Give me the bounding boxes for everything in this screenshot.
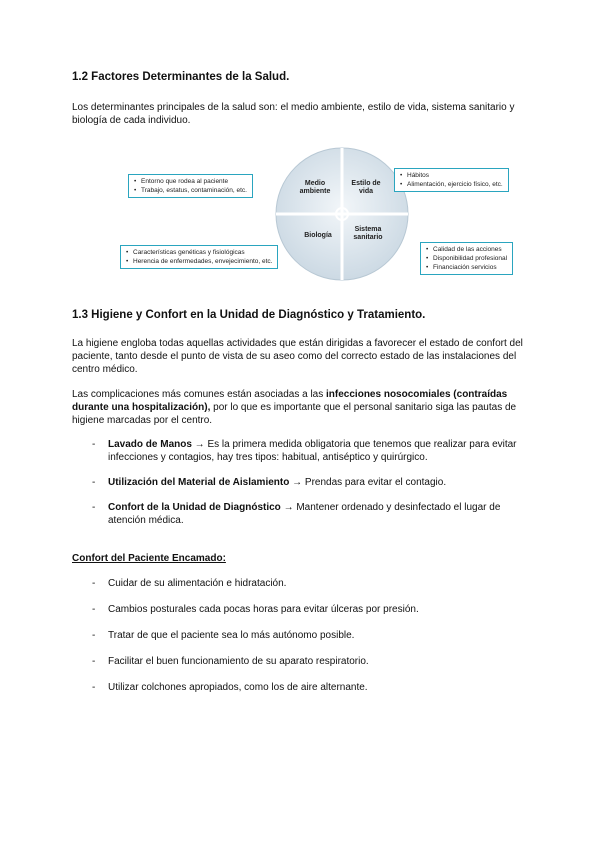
item-text: Utilizar colchones apropiados, como los de aire alternante. xyxy=(108,682,368,693)
box-item: • Financiación servicios xyxy=(426,263,507,272)
box-item: • Calidad de las acciones xyxy=(426,245,507,254)
section-1-3-p1: La higiene engloba todas aquellas actividades que están dirigidas a favorecer el estado de confort del paciente, tanto desde el punto de vista de su aseo como del correcto estado de las instalaciones del centro médico. xyxy=(72,338,523,375)
list-item xyxy=(92,438,522,464)
p2-post: por lo que es importante que el personal sanitario siga las pautas de higiene marcadas por el centro. xyxy=(72,402,517,426)
dash: - xyxy=(92,656,96,667)
confort-list xyxy=(92,577,522,694)
p2-pre: Las complicaciones más comunes están asociadas a las xyxy=(72,389,327,400)
confort-title: Confort del Paciente Encamado: xyxy=(72,553,226,564)
dash: - xyxy=(92,502,96,513)
dash: - xyxy=(92,578,96,589)
box-medio-ambiente xyxy=(128,174,253,198)
segment-medio-ambiente: Medio ambiente xyxy=(299,180,331,195)
section-1-3-p2 xyxy=(72,388,527,427)
section-1-2-title: 1.2 Factores Determinantes de la Salud. xyxy=(72,71,290,83)
item-bold: Confort de la Unidad de Diagnóstico xyxy=(108,502,281,513)
box-item: • Herencia de enfermedades, envejecimiento, etc. xyxy=(126,257,272,266)
p2-bold: infecciones nosocomiales (contraídas durante una hospitalización), xyxy=(72,389,508,413)
dash: - xyxy=(92,604,96,615)
item-bold: Utilización del Material de Aislamiento xyxy=(108,477,290,488)
segment-biologia: Biología xyxy=(304,232,332,239)
box-item: • Trabajo, estatus, contaminación, etc. xyxy=(134,186,247,195)
box-item: • Hábitos xyxy=(400,171,503,180)
item-text: Cambios posturales cada pocas horas para evitar úlceras por presión. xyxy=(108,604,419,615)
health-determinants-diagram xyxy=(120,144,546,284)
list-item xyxy=(92,655,522,668)
list-item xyxy=(92,501,522,527)
item-text: Cuidar de su alimentación e hidratación. xyxy=(108,578,287,589)
list-item xyxy=(92,681,522,694)
item-text: → Es la primera medida obligatoria que tenemos que realizar para evitar infecciones y contagios, hay tres tipos: habitual, antiséptico y quirúrgico. xyxy=(108,439,517,463)
list-item xyxy=(92,603,522,616)
box-item: • Disponibilidad profesional xyxy=(426,254,507,263)
box-sistema-sanitario xyxy=(420,242,513,275)
item-text: Tratar de que el paciente sea lo más autónomo posible. xyxy=(108,630,355,641)
section-1-3-title: 1.3 Higiene y Confort en la Unidad de Diagnóstico y Tratamiento. xyxy=(72,309,426,321)
item-text: → Mantener ordenado y desinfectado el lugar de atención médica. xyxy=(108,502,501,526)
box-item: • Alimentación, ejercicio físico, etc. xyxy=(400,180,503,189)
item-text: Facilitar el buen funcionamiento de su aparato respiratorio. xyxy=(108,656,369,667)
item-bold: Lavado de Manos xyxy=(108,439,192,450)
list-item xyxy=(92,476,522,489)
dash: - xyxy=(92,630,96,641)
list-item xyxy=(92,629,522,642)
box-biologia xyxy=(120,245,278,269)
dash: - xyxy=(92,682,96,693)
dash: - xyxy=(92,477,96,488)
list-item xyxy=(92,577,522,590)
dash: - xyxy=(92,439,96,450)
segment-estilo-de-vida: Estilo de vida xyxy=(351,180,381,195)
hygiene-list xyxy=(92,438,522,527)
box-item: • Características genéticas y fisiológicas xyxy=(126,248,272,257)
box-estilo-de-vida xyxy=(394,168,509,192)
box-item: • Entorno que rodea al paciente xyxy=(134,177,247,186)
item-text: → Prendas para evitar el contagio. xyxy=(289,477,447,488)
segment-sistema-sanitario: Sistema sanitario xyxy=(353,226,383,241)
section-1-2-intro: Los determinantes principales de la salud son: el medio ambiente, estilo de vida, sistema sanitario y biología de cada individuo. xyxy=(72,102,515,126)
